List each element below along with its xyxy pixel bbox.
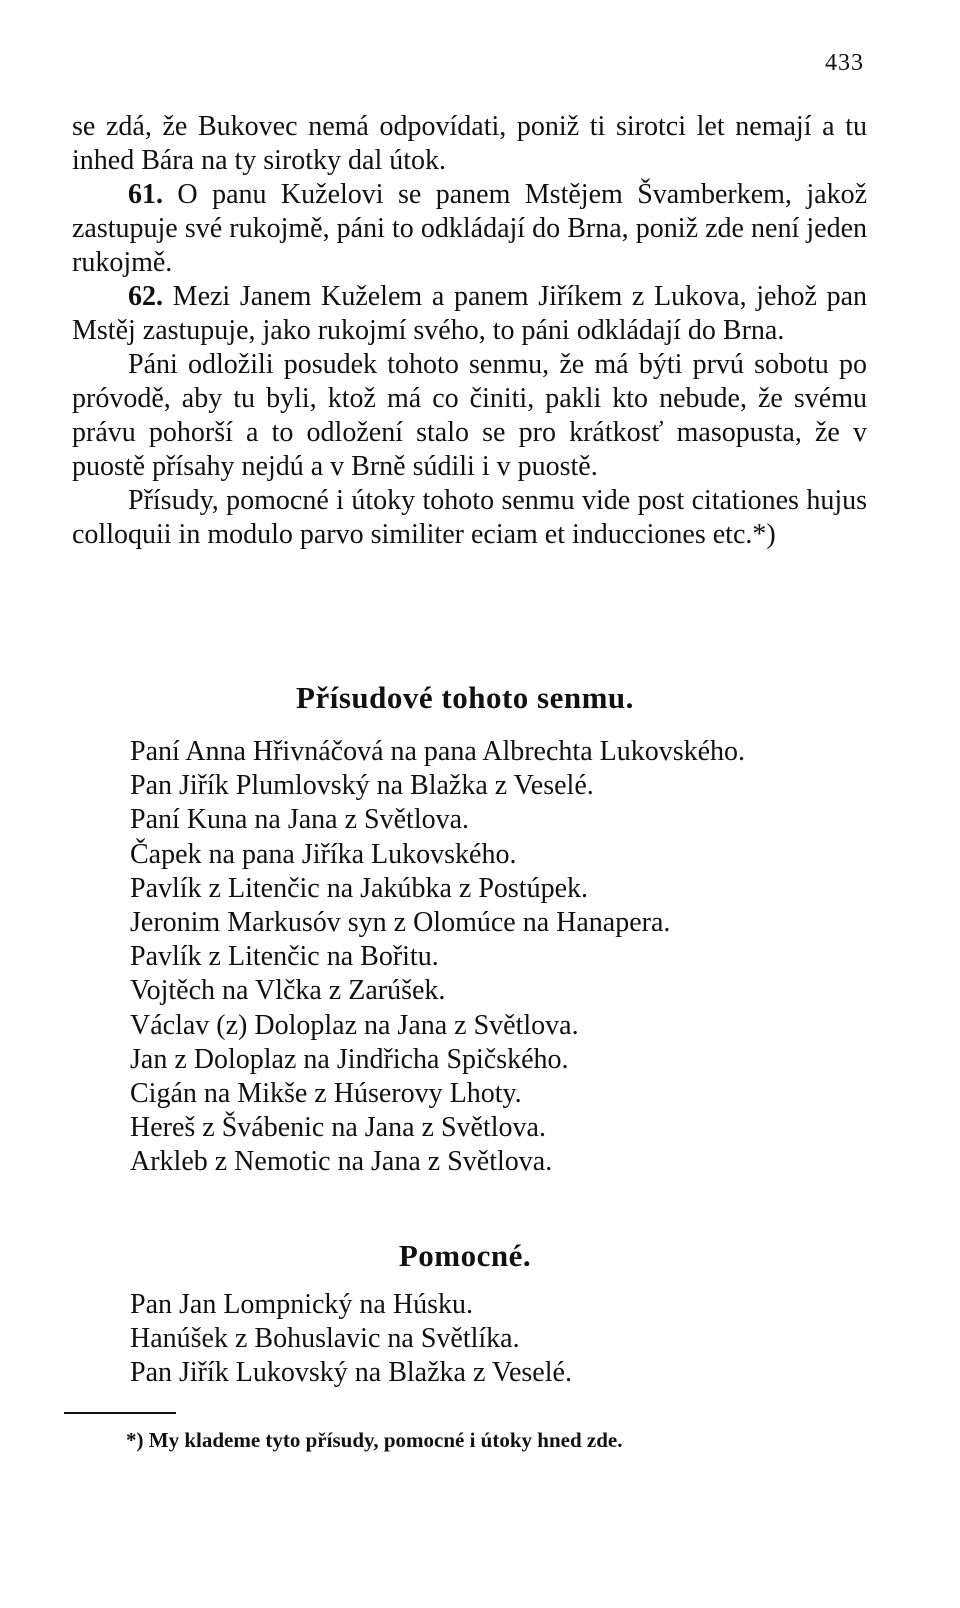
paragraph bbox=[72, 178, 867, 280]
pomocne-list bbox=[72, 1288, 872, 1391]
section-number: 61. bbox=[128, 179, 163, 210]
section-number: 62. bbox=[128, 281, 163, 312]
list-item: Pavlík z Litenčic na Bořitu. bbox=[130, 941, 439, 973]
list-item: Jan z Doloplaz na Jindřicha Spičského. bbox=[130, 1043, 569, 1075]
section-heading-pomocne: Pomocné. bbox=[398, 1238, 532, 1273]
list-item: Čapek na pana Jiříka Lukovského. bbox=[130, 838, 517, 870]
list-item: Pavlík z Litenčic na Jakúbka z Postúpek. bbox=[130, 872, 588, 904]
list-item: Cigán na Mikše z Húserovy Lhoty. bbox=[130, 1078, 522, 1110]
paragraph bbox=[72, 348, 867, 484]
list-item: Hanúšek z Bohuslavic na Světlíka. bbox=[130, 1323, 520, 1355]
paragraph-text: Přísudy, pomocné i útoky tohoto senmu vide post citationes hujus colloquii in modulo parvo similiter eciam et inducciones etc.*) bbox=[72, 485, 867, 550]
list-item: Paní Anna Hřivnáčová na pana Albrechta Lukovského. bbox=[130, 736, 746, 767]
list-item: Pan Jan Lompnický na Húsku. bbox=[130, 1289, 473, 1320]
paragraph-text: Páni odložili posudek tohoto senmu, že má býti prvú sobotu po próvodě, aby tu byli, ktož má co činiti, pakli kto nebude, že svému právu pohorší a to odložení stalo se pro krátkosť masopusta, že v puostě přísahy nejdú a v Brně súdili i v puostě. bbox=[72, 349, 867, 482]
list-item: Jeronim Markusóv syn z Olomúce na Hanapera. bbox=[130, 907, 671, 939]
prisudove-list bbox=[72, 735, 872, 1180]
section-heading-prisudove: Přísudové tohoto senmu. bbox=[296, 680, 634, 715]
list-item: Vojtěch na Vlčka z Zarúšek. bbox=[130, 975, 446, 1007]
paragraph-text: se zdá, že Bukovec nemá odpovídati, poniž ti sirotci let nemají a tu inhed Bára na ty sirotky dal útok. bbox=[72, 111, 867, 176]
list-item: Paní Kuna na Jana z Světlova. bbox=[130, 804, 470, 836]
paragraph bbox=[72, 280, 867, 348]
paragraph-text: O panu Kuželovi se panem Mstějem Švamberkem, jakož zastupuje své rukojmě, páni to odkládají do Brna, poniž zde není jeden rukojmě. bbox=[72, 179, 867, 278]
list-item: Václav (z) Doloplaz na Jana z Světlova. bbox=[130, 1009, 579, 1041]
footnote-divider bbox=[64, 1412, 176, 1414]
paragraph bbox=[72, 484, 867, 552]
page-number: 433 bbox=[825, 50, 864, 76]
footnote: *) My klademe tyto přísudy, pomocné i útoky hned zde. bbox=[126, 1428, 623, 1452]
list-item: Hereš z Švábenic na Jana z Světlova. bbox=[130, 1112, 546, 1144]
list-item: Arkleb z Nemotic na Jana z Světlova. bbox=[130, 1146, 553, 1178]
list-item: Pan Jiřík Lukovský na Blažka z Veselé. bbox=[130, 1357, 572, 1389]
list-item: Pan Jiřík Plumlovský na Blažka z Veselé. bbox=[130, 770, 594, 802]
paragraph-text: Mezi Janem Kuželem a panem Jiříkem z Lukova, jehož pan Mstěj zastupuje, jako rukojmí svého, to páni odkládají do Brna. bbox=[72, 281, 867, 346]
body-text bbox=[72, 110, 867, 552]
paragraph bbox=[72, 110, 867, 178]
